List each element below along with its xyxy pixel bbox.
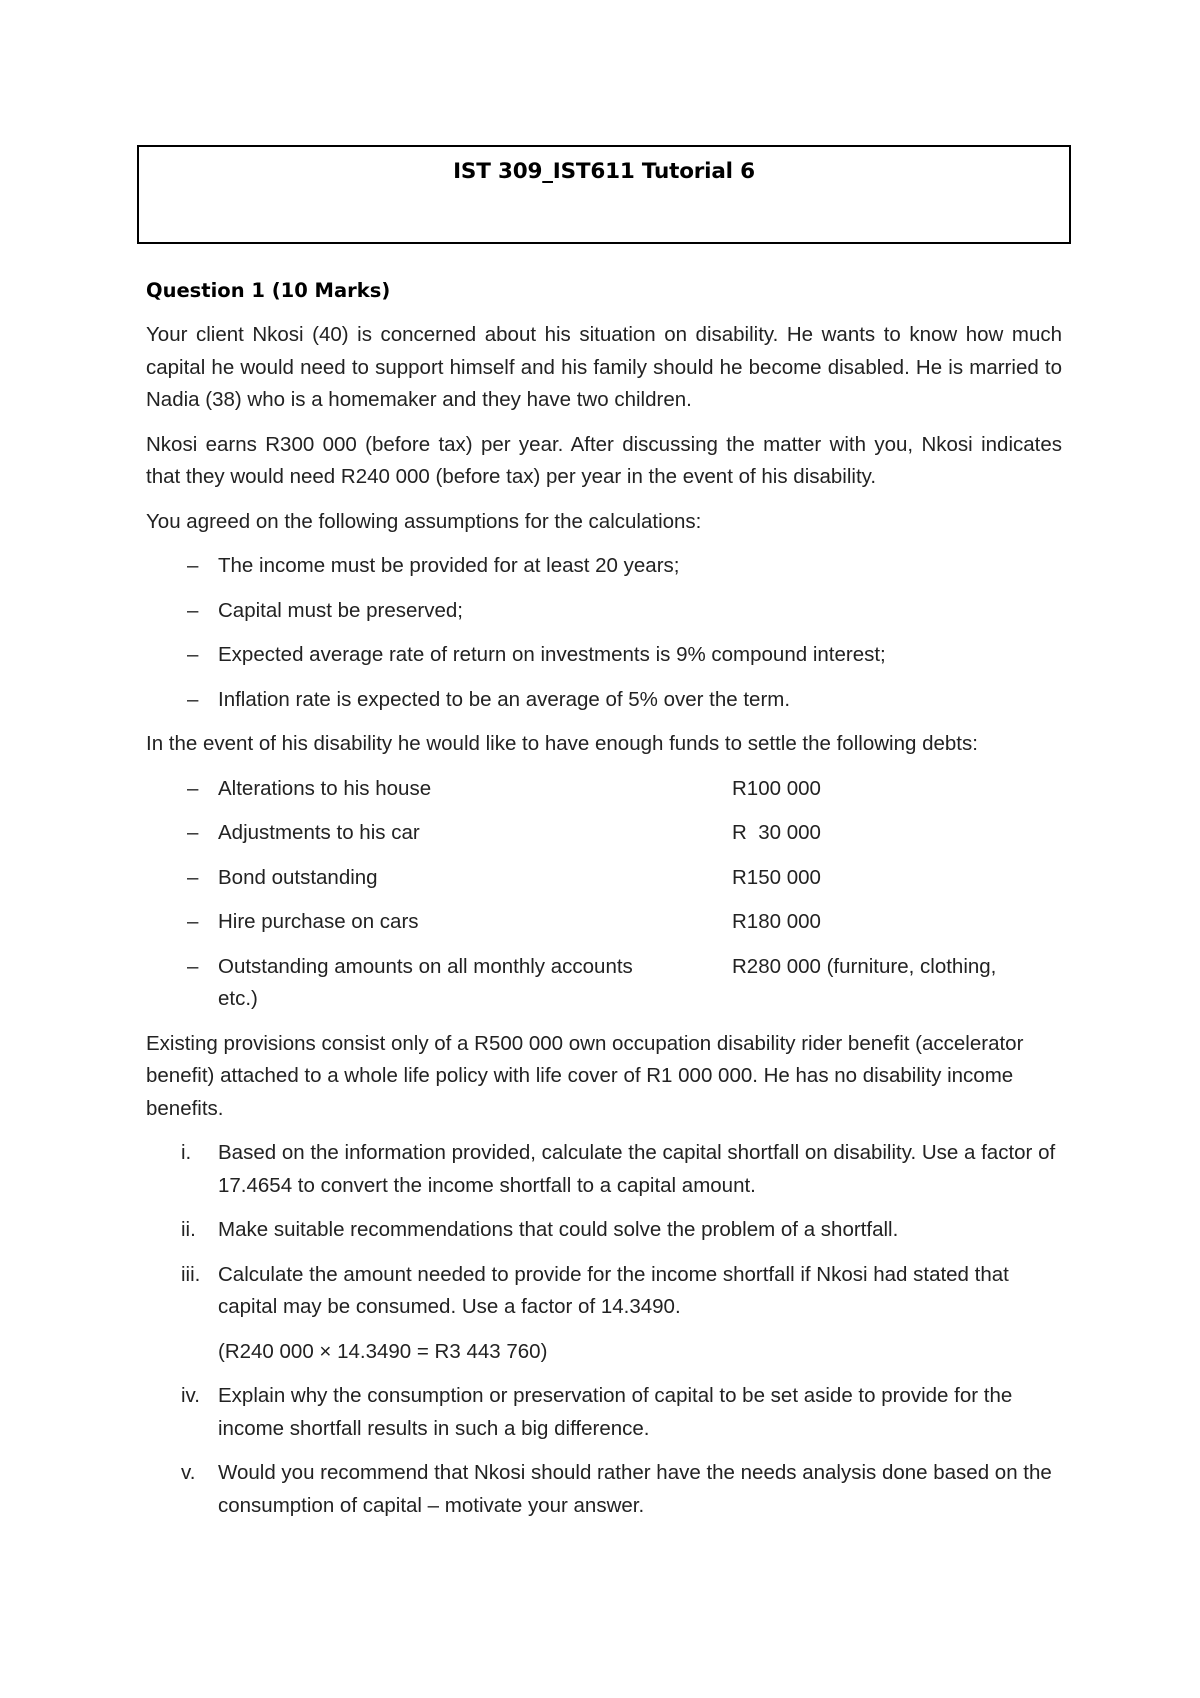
assumption-text: Capital must be preserved; — [218, 598, 463, 622]
debt-label: Alterations to his house — [218, 776, 432, 800]
question-text: Make suitable recommendations that could solve the problem of a shortfall. — [218, 1218, 899, 1241]
list-item — [146, 1380, 1062, 1445]
list-item — [146, 1457, 1062, 1522]
list-item — [146, 951, 1062, 1016]
debt-label: Adjustments to his car — [218, 821, 420, 844]
list-item — [146, 595, 1062, 628]
document-title: IST 309_IST611 Tutorial 6 — [453, 159, 755, 184]
dash-marker: – — [187, 643, 199, 666]
dash-marker: – — [187, 865, 199, 889]
dash-marker: – — [187, 554, 199, 577]
dash-marker: – — [187, 910, 199, 933]
question-text: Would you recommend that Nkosi should rather have the needs analysis done based on the consumption of capital – motivate your answer. — [218, 1461, 1052, 1517]
question-text: Based on the information provided, calculate the capital shortfall on disability. Use a factor of 17.4654 to convert the income shortfall to a capital amount. — [218, 1141, 1056, 1197]
calculation-note: (R240 000 × 14.3490 = R3 443 760) — [218, 1339, 548, 1363]
debt-amount: R 30 000 — [732, 821, 821, 844]
list-item — [146, 906, 1062, 939]
dash-marker: – — [187, 954, 199, 978]
list-item — [146, 1137, 1062, 1202]
list-item — [146, 817, 1062, 850]
question-number: iii. — [181, 1262, 201, 1286]
title-box — [137, 145, 1071, 244]
list-item — [146, 1259, 1062, 1324]
provisions-paragraph: Existing provisions consist only of a R500 000 own occupation disability rider benefit (accelerator benefit) attached to a whole life policy with life cover of R1 000 000. He has no disability income benefits. — [146, 1031, 1024, 1120]
debts-intro: In the event of his disability he would like to have enough funds to settle the following debts: — [146, 732, 978, 755]
assumptions-list — [146, 550, 1062, 716]
question-number: ii. — [181, 1218, 196, 1241]
assumption-text: Expected average rate of return on investments is 9% compound interest; — [218, 643, 886, 666]
debt-amount: R280 000 (furniture, clothing, — [732, 954, 997, 978]
debt-amount: R180 000 — [732, 910, 821, 933]
assumptions-intro: You agreed on the following assumptions for the calculations: — [146, 509, 702, 533]
questions-list — [146, 1137, 1062, 1324]
question-number: i. — [181, 1141, 192, 1164]
list-item — [146, 862, 1062, 895]
intro-paragraph-1: Your client Nkosi (40) is concerned about his situation on disability. He wants to know how much capital he would need to support himself and his family should he become disabled. He is married to Nadia (38) who is a homemaker and they have two children. — [146, 323, 1062, 411]
list-item — [146, 684, 1062, 717]
question-heading: Question 1 (10 Marks) — [146, 279, 391, 302]
question-text: Explain why the consumption or preservation of capital to be set aside to provide for the income shortfall results in such a big difference. — [218, 1384, 1013, 1440]
debt-label: Bond outstanding — [218, 865, 378, 889]
debts-list — [146, 773, 1062, 1016]
question-number: v. — [181, 1461, 196, 1484]
debt-amount: R150 000 — [732, 865, 821, 889]
questions-list-continued — [146, 1380, 1062, 1522]
document-content — [146, 277, 1062, 1534]
dash-marker: – — [187, 687, 199, 711]
question-text: Calculate the amount needed to provide for the income shortfall if Nkosi had stated that capital may be consumed. Use a factor of 14.3490. — [218, 1262, 1009, 1318]
list-item — [146, 1214, 1062, 1247]
assumption-text: Inflation rate is expected to be an average of 5% over the term. — [218, 687, 791, 711]
question-number: iv. — [181, 1384, 200, 1407]
debt-label: Outstanding amounts on all monthly accounts — [218, 954, 633, 978]
dash-marker: – — [187, 776, 199, 800]
assumption-text: The income must be provided for at least 20 years; — [218, 554, 680, 577]
debt-amount: R100 000 — [732, 776, 821, 800]
debt-continuation: etc.) — [218, 987, 258, 1010]
dash-marker: – — [187, 821, 199, 844]
list-item — [146, 550, 1062, 583]
dash-marker: – — [187, 598, 199, 622]
intro-paragraph-2: Nkosi earns R300 000 (before tax) per year. After discussing the matter with you, Nkosi indicates that they would need R240 000 (before tax) per year in the event of his disability. — [146, 432, 1062, 488]
list-item — [146, 639, 1062, 672]
debt-label: Hire purchase on cars — [218, 910, 419, 933]
list-item — [146, 773, 1062, 806]
